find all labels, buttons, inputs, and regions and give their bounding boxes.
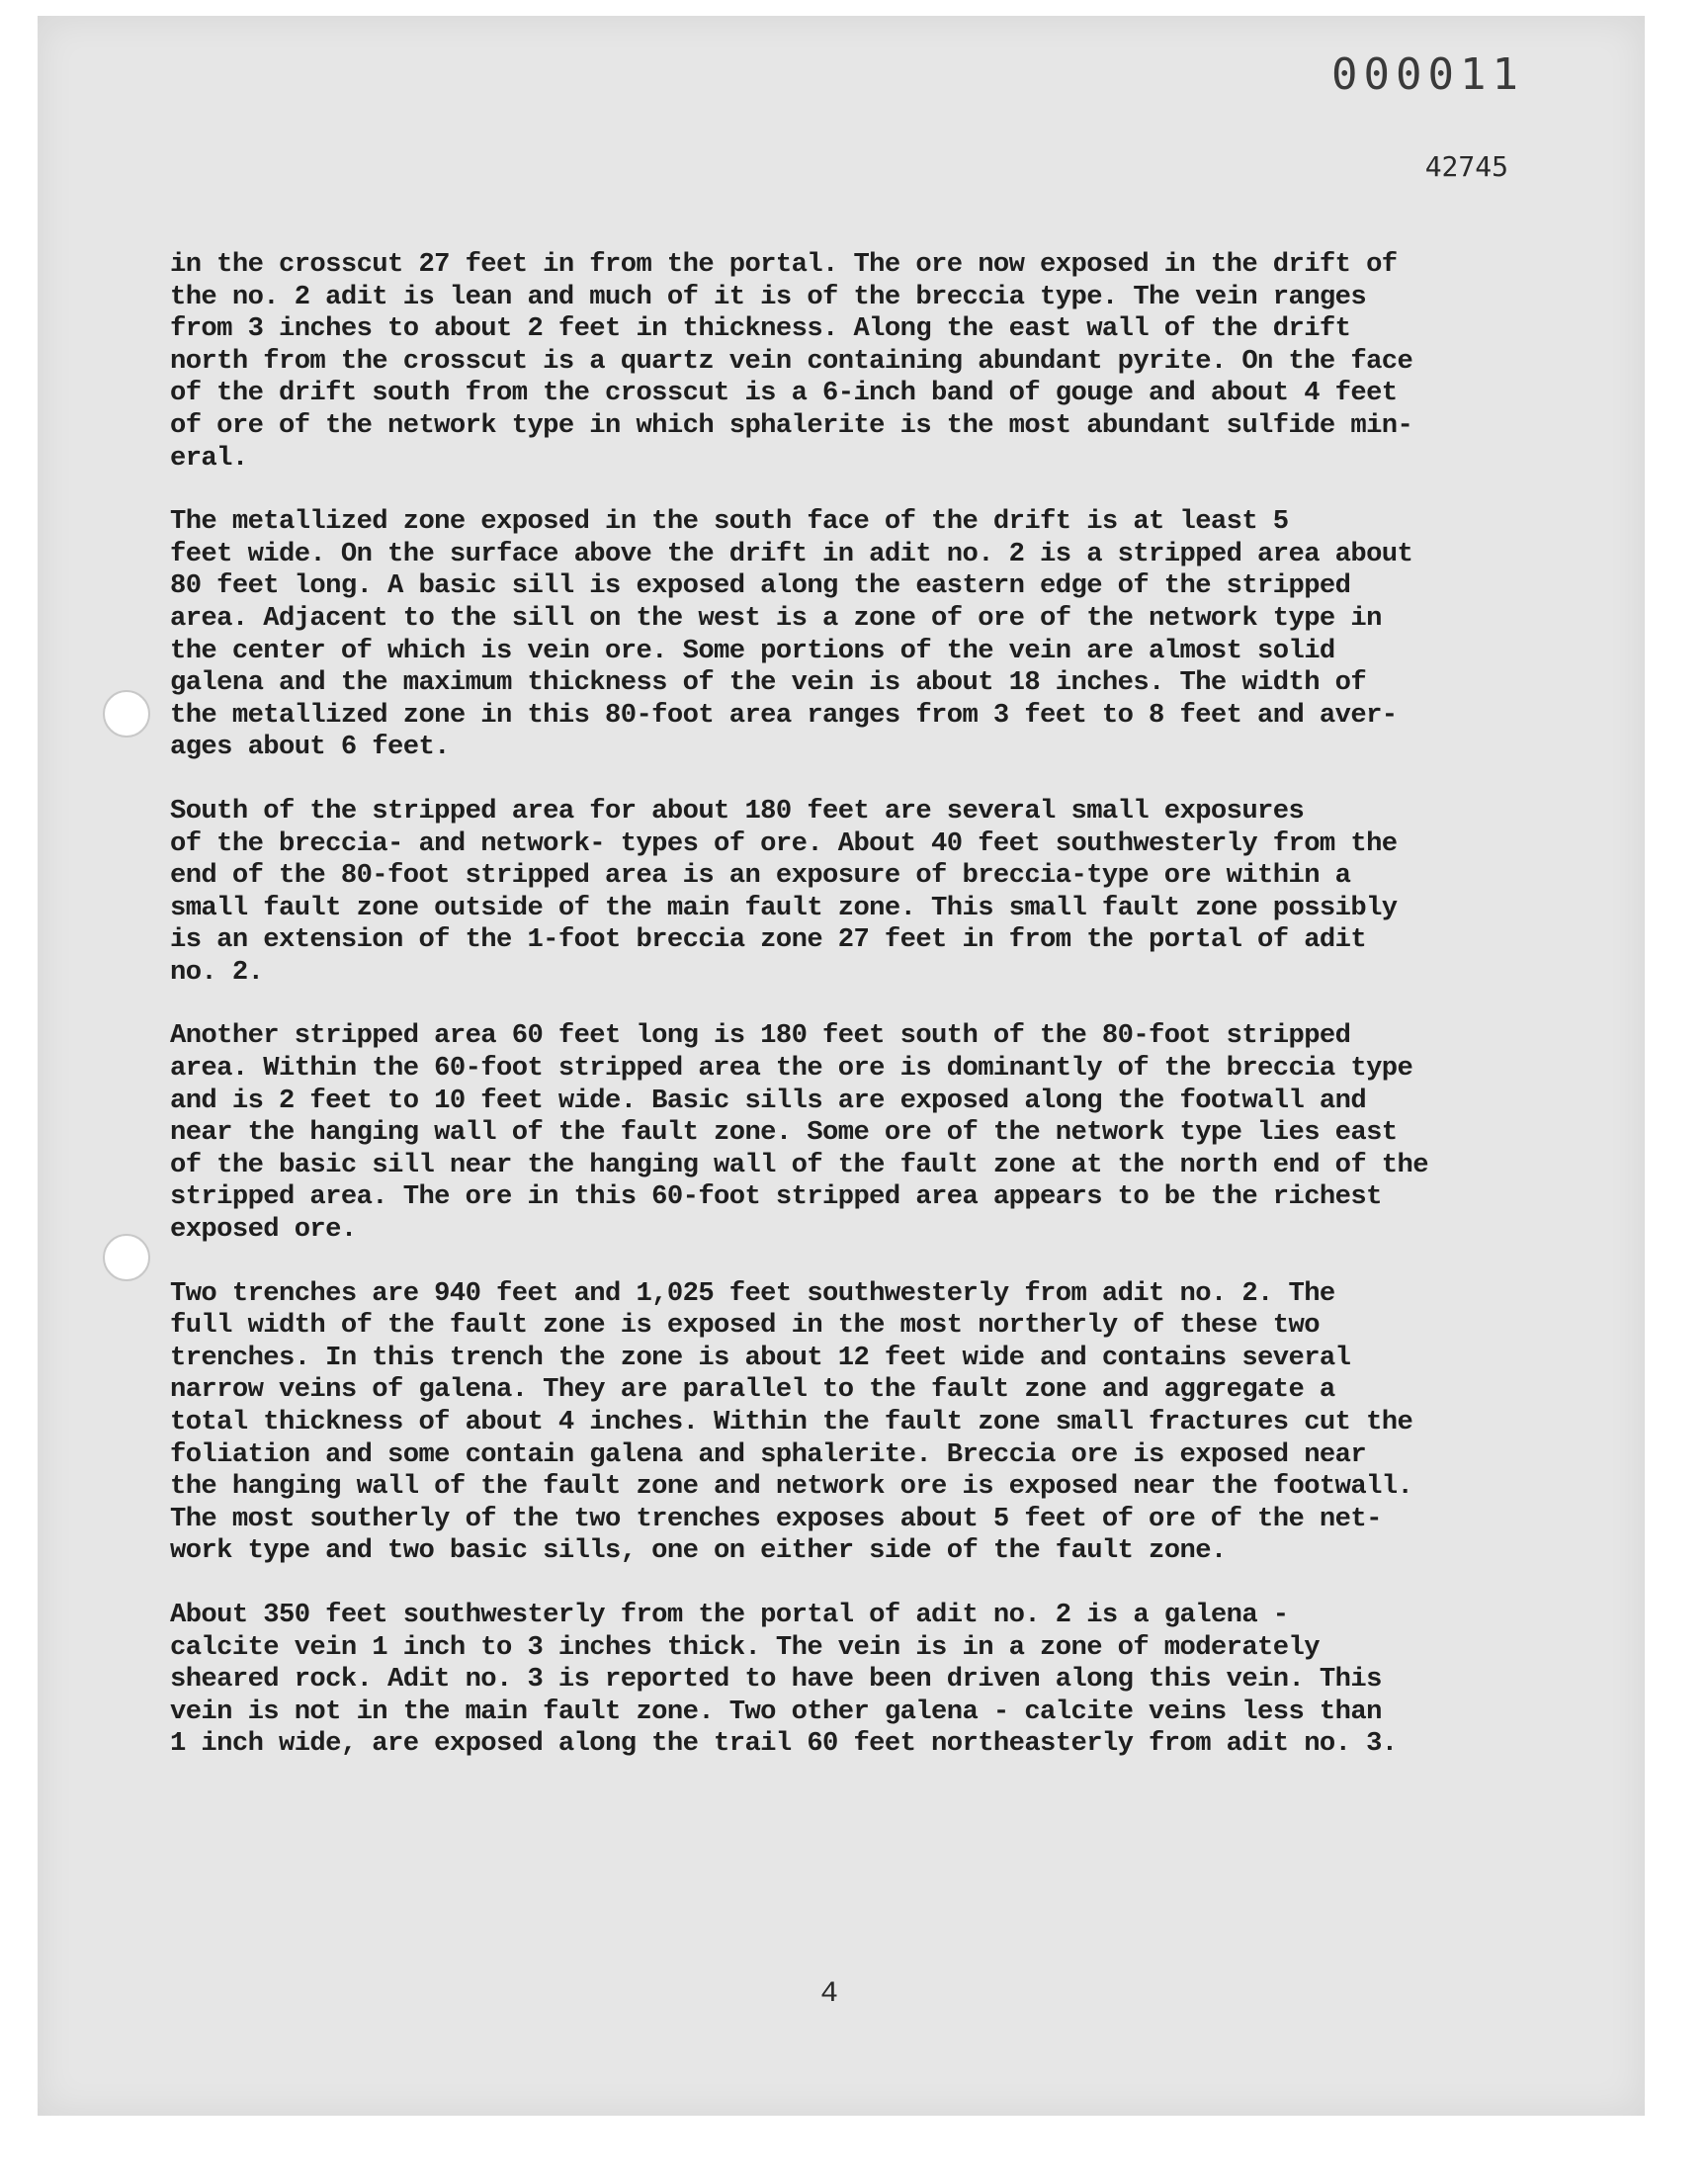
- document-number: 42745: [1424, 150, 1508, 183]
- punch-hole: [103, 690, 150, 738]
- paragraph: South of the stripped area for about 180 feet are several small exposures of the breccia- and network- types of ore. About 40 feet southwesterly from the end of the 80-foot stripped area is an exposure of breccia-type ore within a small fault zone outside of the main fault zone. This small fault zone possibly is an extension of the 1-foot breccia zone 27 feet in from the portal of adit no. 2.: [170, 795, 1398, 988]
- paragraph: Two trenches are 940 feet and 1,025 feet southwesterly from adit no. 2. The full width of the fault zone is exposed in the most northerly of these two trenches. In this trench the zone is about 12 feet wide and contains several narrow veins of galena. They are parallel to the fault zone and aggregate a total thickness of about 4 inches. Within the fault zone small fractures cut the foliation and some contain galena and sphalerite. Breccia ore is exposed near the hanging wall of the fault zone and network ore is exposed near the footwall. The most southerly of the two trenches exposes about 5 feet of ore of the net- work type and two basic sills, one on either side of the fault zone.: [170, 1277, 1413, 1567]
- paragraph: in the crosscut 27 feet in from the portal. The ore now exposed in the drift of the no. 2 adit is lean and much of it is of the breccia type. The vein ranges from 3 inches to about 2 feet in thickness. Along the east wall of the drift north from the crosscut is a quartz vein containing abundant pyrite. On the face of the drift south from the crosscut is a 6-inch band of gouge and about 4 feet of ore of the network type in which sphalerite is the most abundant sulfide min- eral.: [170, 249, 1413, 474]
- paragraph: The metallized zone exposed in the south face of the drift is at least 5 feet wide. On the surface above the drift in adit no. 2 is a stripped area about 80 feet long. A basic sill is exposed along the eastern edge of the stripped area. Adjacent to the sill on the west is a zone of ore of the network type in the center of which is vein ore. Some portions of the vein are almost solid galena and the maximum thickness of the vein is about 18 inches. The width of the metallized zone in this 80-foot area ranges from 3 feet to 8 feet and aver- ages about 6 feet.: [170, 506, 1413, 763]
- body-text: [170, 249, 1516, 1792]
- paragraph: About 350 feet southwesterly from the portal of adit no. 2 is a galena - calcite vein 1 inch to 3 inches thick. The vein is in a zone of moderately sheared rock. Adit no. 3 is reported to have been driven along this vein. This vein is not in the main fault zone. Two other galena - calcite veins less than 1 inch wide, are exposed along the trail 60 feet northeasterly from adit no. 3.: [170, 1599, 1398, 1760]
- punch-hole: [103, 1234, 150, 1281]
- stamp-id: 000011: [1331, 49, 1524, 100]
- page-number: 4: [820, 1977, 839, 2011]
- paragraph: Another stripped area 60 feet long is 180 feet south of the 80-foot stripped area. Within the 60-foot stripped area the ore is dominantly of the breccia type and is 2 feet to 10 feet wide. Basic sills are exposed along the footwall and near the hanging wall of the fault zone. Some ore of the network type lies east of the basic sill near the hanging wall of the fault zone at the north end of the stripped area. The ore in this 60-foot stripped area appears to be the richest exposed ore.: [170, 1020, 1428, 1246]
